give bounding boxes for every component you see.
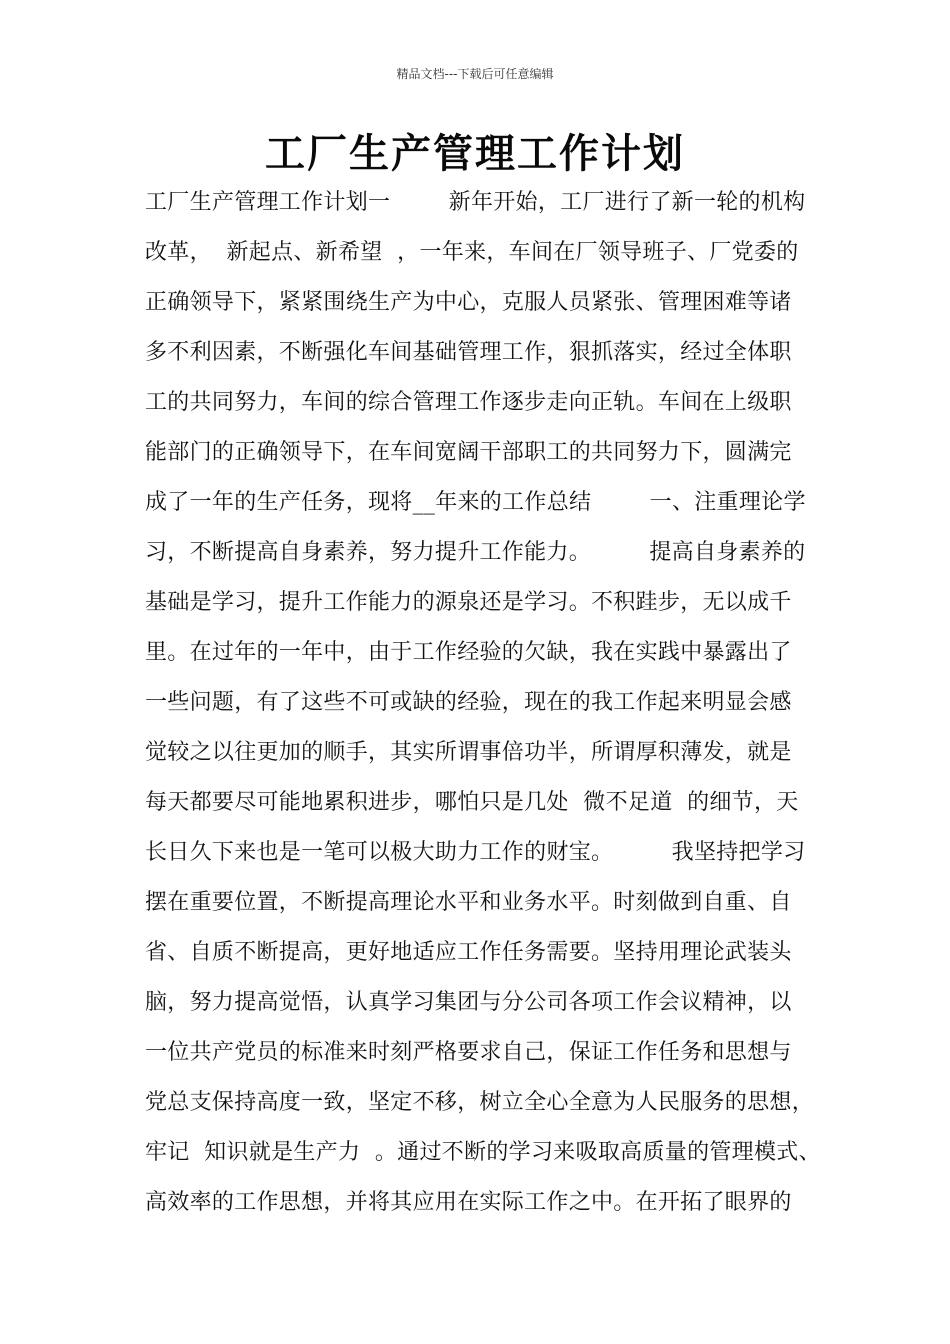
header-note: 精品文档---下载后可任意编辑 bbox=[396, 67, 554, 81]
body-line: 牢记 知识就是生产力 。通过不断的学习来吸取高质量的管理模式、 bbox=[145, 1140, 821, 1165]
body-line: 摆在重要位置，不断提高理论水平和业务水平。时刻做到自重、自 bbox=[145, 890, 792, 915]
body-line: 一位共产党员的标准来时刻严格要求自己，保证工作任务和思想与 bbox=[145, 1040, 792, 1065]
document-title: 工厂生产管理工作计划 bbox=[265, 131, 685, 177]
body-line: 觉较之以往更加的顺手，其实所谓事倍功半，所谓厚积薄发，就是 bbox=[145, 740, 792, 765]
body-line: 脑，努力提高觉悟，认真学习集团与分公司各项工作会议精神，以 bbox=[145, 990, 792, 1015]
body-line: 里。在过年的一年中，由于工作经验的欠缺，我在实践中暴露出了 bbox=[145, 640, 792, 665]
body-line: 每天都要尽可能地累积进步，哪怕只是几处 微不足道 的细节，天 bbox=[145, 790, 799, 815]
body-line: 习，不断提高自身素养，努力提升工作能力。 提高自身素养的 bbox=[145, 540, 806, 565]
body-line: 省、自质不断提高，更好地适应工作任务需要。坚持用理论武装头 bbox=[145, 940, 792, 965]
document-body bbox=[145, 178, 845, 1228]
body-line: 工厂生产管理工作计划一 新年开始，工厂进行了新一轮的机构 bbox=[145, 190, 806, 215]
body-line: 能部门的正确领导下，在车间宽阔干部职工的共同努力下，圆满完 bbox=[145, 440, 792, 465]
body-line: 正确领导下，紧紧围绕生产为中心，克服人员紧张、管理困难等诸 bbox=[145, 290, 792, 315]
body-line: 工的共同努力，车间的综合管理工作逐步走向正轨。车间在上级职 bbox=[145, 390, 792, 415]
body-line: 多不利因素，不断强化车间基础管理工作，狠抓落实，经过全体职 bbox=[145, 340, 792, 365]
body-line: 高效率的工作思想，并将其应用在实际工作之中。在开拓了眼界的 bbox=[145, 1190, 792, 1215]
body-line: 成了一年的生产任务，现将__年来的工作总结 一、注重理论学 bbox=[145, 490, 806, 515]
body-line: 基础是学习，提升工作能力的源泉还是学习。不积跬步，无以成千 bbox=[145, 590, 792, 615]
body-line: 一些问题，有了这些不可或缺的经验，现在的我工作起来明显会感 bbox=[145, 690, 792, 715]
body-line: 党总支保持高度一致，坚定不移，树立全心全意为人民服务的思想， bbox=[145, 1090, 815, 1115]
body-line: 改革， 新起点、新希望 ，一年来，车间在厂领导班子、厂党委的 bbox=[145, 240, 799, 265]
body-line: 长日久下来也是一笔可以极大助力工作的财宝。 我坚持把学习 bbox=[145, 840, 806, 865]
